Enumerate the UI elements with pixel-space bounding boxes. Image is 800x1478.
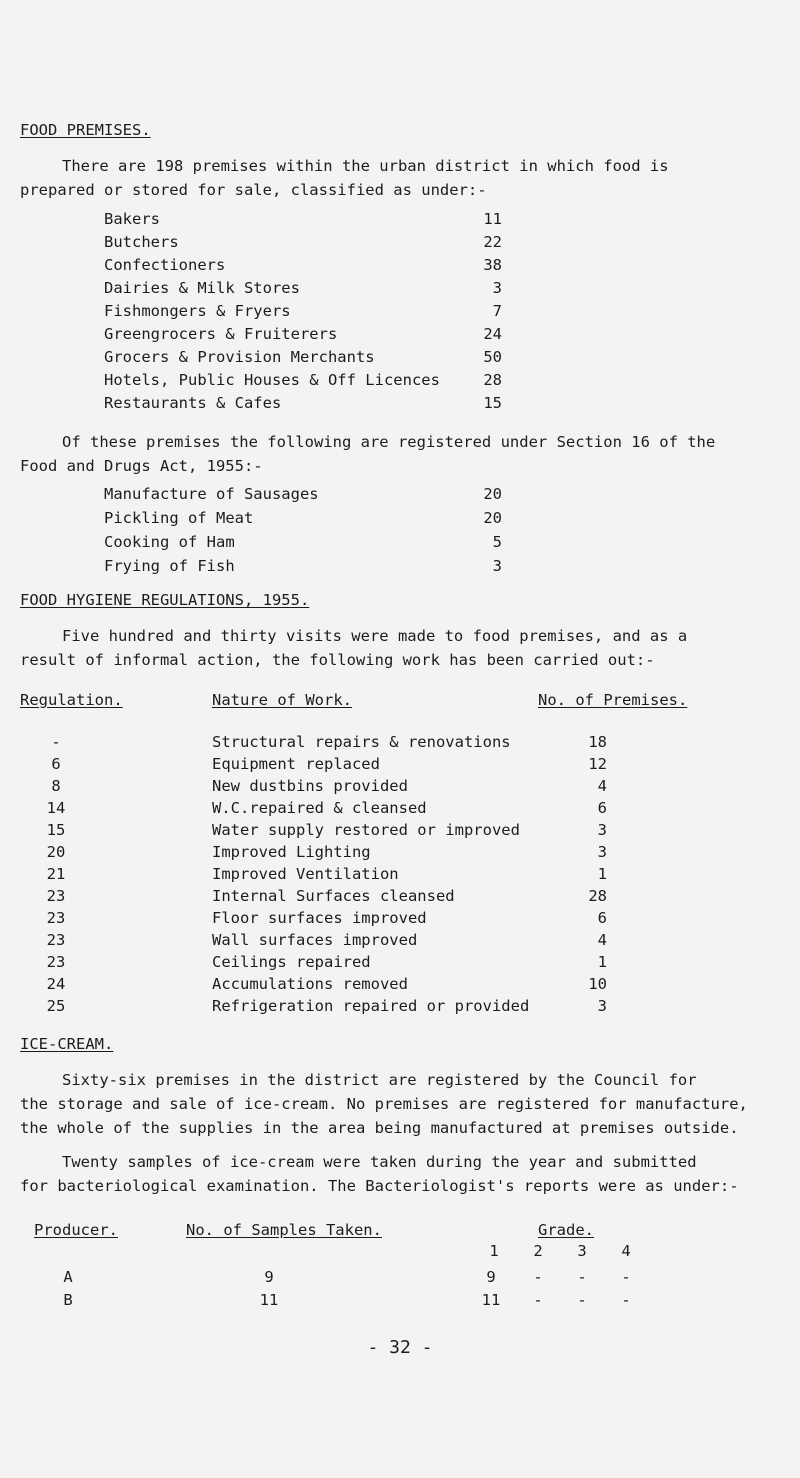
grade-2: 2 [533, 1242, 543, 1260]
header-regulation: Regulation. [20, 691, 123, 709]
heading-food-hygiene: FOOD HYGIENE REGULATIONS, 1955. [20, 591, 310, 609]
grade-column-headers [470, 1241, 640, 1261]
ice-paragraph-2-line-2: for bacteriological examination. The Bacteriologist's reports were as under:- [20, 1177, 739, 1195]
ice-paragraph-1-line-3: the whole of the supplies in the area being manufactured at premises outside. [20, 1119, 739, 1137]
registered-line-2: Food and Drugs Act, 1955:- [20, 457, 263, 475]
header-grade: Grade. [538, 1221, 594, 1239]
document-page: FOOD PREMISES. There are 198 premises within the urban district in which food is prepared or stored for sale, classified as under:- Bakers 11 Butchers 22 Confectioners 38 Dairies & Milk Stores 3 Fishmongers & Fryers 7 Greengrocers & Fruiterers 24 Grocers & Provision Merchants 50 Hotels, Public Houses & Off Licences 28 Restaurants & Cafes 15 Of these premises the following are registered under Section 16 of the Food and Drugs Act, 1955:- Manufacture of Sausages 20 Pickling of Meat 20 Cooking of Ham 5 Frying of Fish 3 FOOD HYGIENE REGULATIONS, 1955. Five hundred and thirty visits were made to food premises, and as a result of informal action, the following work has been carried out:- Regulation. Nature of Work. No. of Premises. - Structural repairs & renovations 18 6 Equipment replaced 12 8 New dustbins provided 4 14 W.C.repaired & cleansed 6 15 Water supply restored or improved 3 20 Improved Lighting 3 21 Improved Ventilation 1 23 Internal Surfaces cleansed 28 23 Floor surfaces improved 6 23 Wall surfaces improved 4 23 Ceilings repaired 1 24 Accumulations removed 10 25 Refrigeration repaired or provided 3 ICE-CREAM. Sixty-six premises in the district are registered by the Council for the storage and sale of ice-cream. No premises are registered for manufacture, the whole of the supplies in the area being manufactured at premises outside. Twenty samples of ice-cream were taken during the year and submitted for bacteriological examination. The Bacteriologist's reports were as under:- Producer. No. of Samples Taken. Grade. 1 2 3 4 A 9 9 - - - B 11 11 - - - - 32 - [20, 121, 748, 1358]
registered-line-1: Of these premises the following are registered under Section 16 of the [62, 433, 716, 451]
ice-paragraph-2-line-1: Twenty samples of ice-cream were taken during the year and submitted [62, 1153, 697, 1171]
ice-paragraph-1-line-2: the storage and sale of ice-cream. No premises are registered for manufacture, [20, 1095, 748, 1113]
grade-1: 1 [489, 1242, 499, 1260]
grade-4: 4 [621, 1242, 631, 1260]
hygiene-line-1: Five hundred and thirty visits were made to food premises, and as a [62, 627, 688, 645]
hygiene-line-2: result of informal action, the following work has been carried out:- [20, 651, 655, 669]
header-nature-of-work: Nature of Work. [212, 691, 352, 709]
heading-food-premises: FOOD PREMISES. [20, 121, 151, 139]
intro-line-1: There are 198 premises within the urban district in which food is [62, 157, 669, 175]
header-producer: Producer. [34, 1221, 118, 1239]
grade-3: 3 [577, 1242, 587, 1260]
intro-line-2: prepared or stored for sale, classified as under:- [20, 181, 487, 199]
ice-paragraph-1-line-1: Sixty-six premises in the district are registered by the Council for [62, 1071, 697, 1089]
header-no-of-premises: No. of Premises. [538, 691, 688, 709]
page-number: - 32 - [367, 1337, 433, 1358]
header-samples-taken: No. of Samples Taken. [186, 1221, 382, 1239]
heading-ice-cream: ICE-CREAM. [20, 1035, 114, 1053]
